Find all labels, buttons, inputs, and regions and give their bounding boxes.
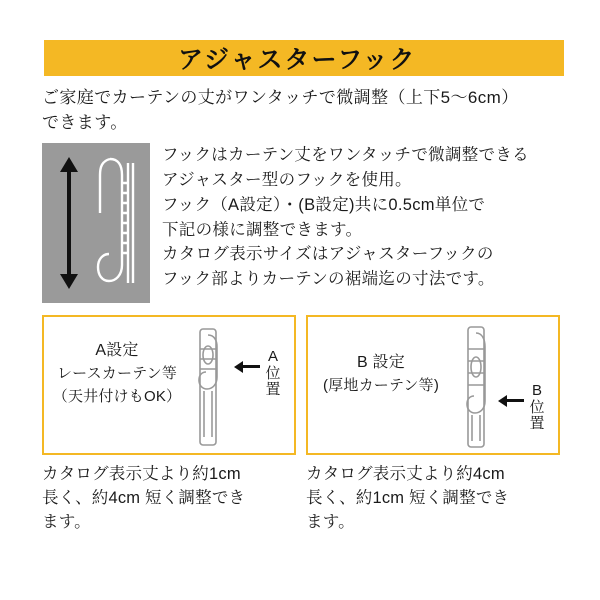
panel-a-setting <box>42 315 296 455</box>
middle-description <box>162 143 529 303</box>
mid-line-2: アジャスター型のフックを使用。 <box>162 171 412 190</box>
panel-a-title: A設定 <box>95 342 139 360</box>
panel-a-caption-line-1: カタログ表示丈より約1cm <box>42 465 241 484</box>
panel-b-labels <box>316 351 446 398</box>
title-bar-right <box>435 40 564 76</box>
adjuster-hook-illustration-icon <box>88 153 140 298</box>
panel-b-title: B 設定 <box>357 354 405 372</box>
mid-line-6: フック部よりカーテンの裾端迄の寸法です。 <box>162 270 495 289</box>
intro-text <box>42 86 564 135</box>
panel-b-position-label <box>526 383 548 433</box>
vertical-adjust-arrow-icon <box>60 157 78 289</box>
panel-a-pos-char-3: 置 <box>265 381 281 399</box>
title-bar-left <box>44 40 164 76</box>
title-box <box>164 40 435 76</box>
middle-section <box>42 143 564 303</box>
panel-a-caption-line-2: 長く、約4cm 短く調整でき <box>42 489 246 508</box>
mid-line-5: カタログ表示サイズはアジャスターフックの <box>162 245 494 264</box>
hook-photo <box>42 143 150 303</box>
panel-a-position-arrow-icon <box>234 361 260 373</box>
panel-b-position-arrow-icon <box>498 395 524 407</box>
panel-a-pos-char-2: 位 <box>265 364 281 382</box>
mid-line-1: フックはカーテン丈をワンタッチで微調整できる <box>162 146 529 165</box>
panel-a-caption-line-3: ます。 <box>42 513 91 532</box>
panel-b-caption-line-1: カタログ表示丈より約4cm <box>306 465 505 484</box>
mid-line-3: フック（A設定）・(B設定)共に0.5cm単位で <box>162 195 486 214</box>
panel-a-subtitle: レースカーテン等 <box>56 365 178 383</box>
panel-b-caption <box>306 463 560 535</box>
intro-line-1: ご家庭でカーテンの丈がワンタッチで微調整（上下5〜6cm） <box>42 88 519 107</box>
panel-captions <box>42 463 564 535</box>
settings-panels <box>42 315 564 455</box>
panel-a-caption <box>42 463 296 535</box>
panel-b-subtitle: (厚地カーテン等) <box>322 377 440 395</box>
panel-a-hook-diagram-icon <box>182 325 230 456</box>
panel-a-labels <box>52 339 182 408</box>
panel-b-pos-char-2: 位 <box>529 398 545 416</box>
panel-b-pos-char-1: B <box>531 382 542 400</box>
page-title: アジャスターフック <box>178 46 417 74</box>
panel-b-pos-char-3: 置 <box>529 415 545 433</box>
panel-b-caption-line-3: ます。 <box>306 513 355 532</box>
panel-b-hook-diagram-icon <box>452 323 500 458</box>
panel-a-note: （天井付けもOK） <box>52 387 182 405</box>
panel-b-setting <box>306 315 560 455</box>
intro-line-2: できます。 <box>42 112 128 132</box>
panel-a-position-label <box>262 349 284 399</box>
panel-b-caption-line-2: 長く、約1cm 短く調整でき <box>306 489 510 508</box>
title-banner <box>44 40 564 76</box>
panel-a-pos-char-1: A <box>267 348 278 366</box>
mid-line-4: 下記の様に調整できます。 <box>162 220 363 239</box>
